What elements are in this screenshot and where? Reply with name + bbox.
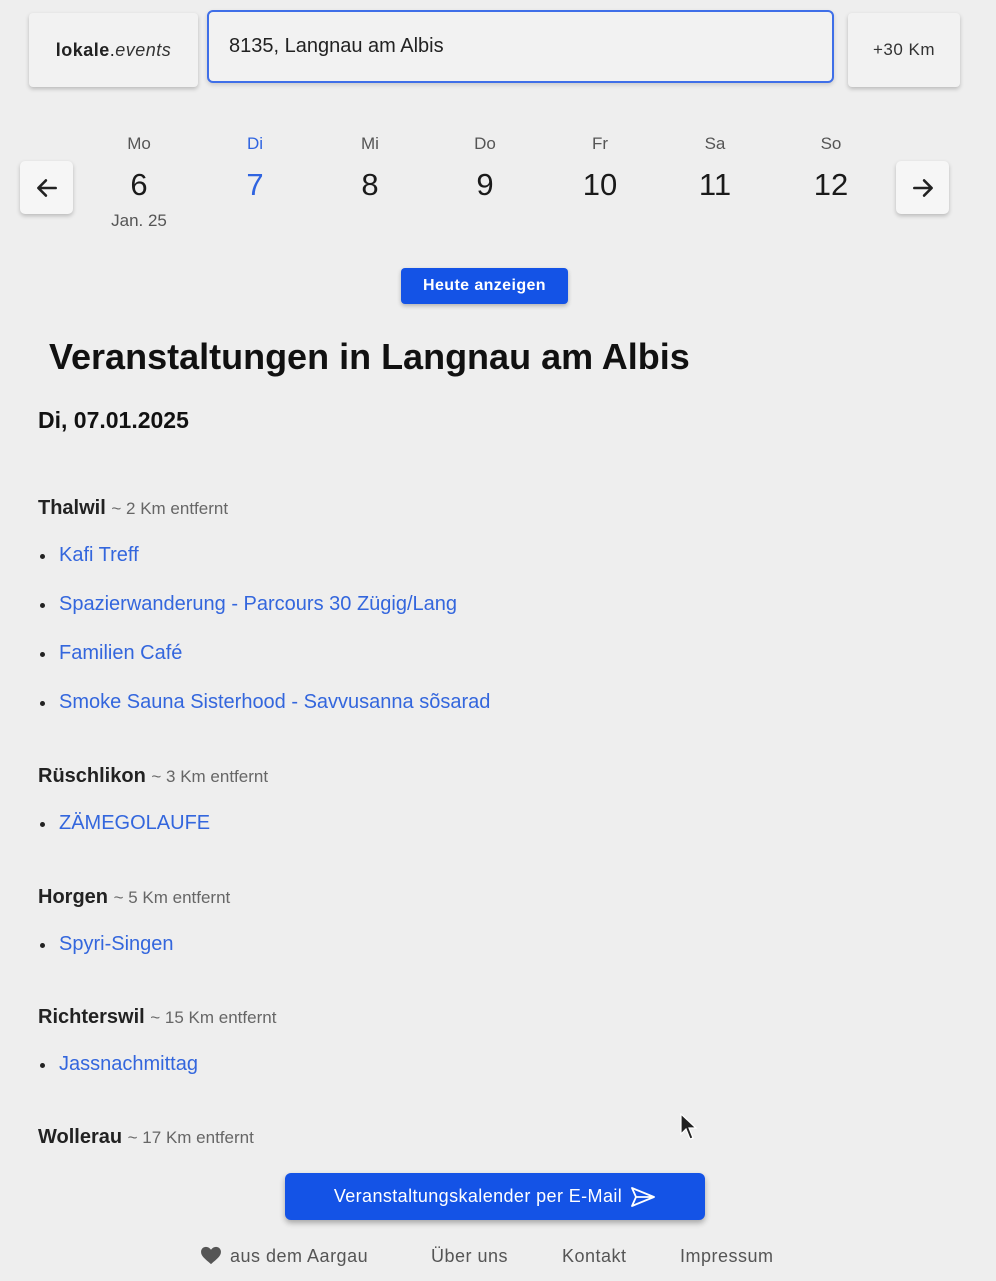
footer-link-about[interactable]: Über uns (431, 1246, 509, 1266)
date-heading: Di, 07.01.2025 (38, 407, 189, 433)
logo-brand: lokale (55, 39, 110, 60)
location-name: Horgen (38, 886, 108, 908)
month-label: Jan. 25 (111, 211, 167, 230)
day-tuesday[interactable] (215, 134, 295, 203)
location-heading (38, 765, 268, 788)
location-search-input[interactable] (229, 35, 812, 58)
footer-link-imprint[interactable]: Impressum (680, 1246, 774, 1266)
mouse-cursor-icon (680, 1113, 698, 1141)
event-link[interactable]: Familien Café (38, 641, 490, 690)
arrow-left-icon (34, 175, 60, 201)
day-number: 11 (698, 167, 732, 202)
logo-dot: . (109, 39, 116, 60)
footer-link-aargau-label: aus dem Aargau (230, 1246, 369, 1266)
location-search[interactable] (207, 10, 834, 83)
email-calendar-button[interactable] (285, 1173, 705, 1220)
page-title: Veranstaltungen in Langnau am Albis (49, 336, 690, 377)
location-distance: ~ 5 Km entfernt (113, 888, 231, 907)
location-name: Thalwil (38, 497, 106, 519)
next-week-button[interactable] (896, 161, 949, 214)
day-number: 6 (130, 167, 148, 202)
location-group-horgen (38, 886, 230, 981)
day-number: 7 (246, 167, 264, 202)
location-group-richterswil (38, 1006, 276, 1101)
logo-extension: events (115, 39, 172, 60)
site-logo[interactable] (29, 13, 198, 87)
location-heading (38, 497, 490, 520)
day-name: Mi (361, 134, 379, 153)
day-friday[interactable] (560, 134, 640, 203)
location-name: Rüschlikon (38, 765, 146, 787)
location-heading (38, 1126, 254, 1149)
location-heading (38, 886, 230, 909)
location-name: Richterswil (38, 1006, 145, 1028)
location-name: Wollerau (38, 1126, 123, 1148)
event-list (38, 1052, 276, 1101)
event-link[interactable]: Jassnachmittag (38, 1052, 276, 1101)
location-distance: ~ 17 Km entfernt (127, 1128, 254, 1147)
day-name: Sa (704, 134, 726, 153)
location-heading (38, 1006, 276, 1029)
footer-link-aargau[interactable] (200, 1246, 368, 1267)
day-number: 10 (582, 167, 618, 202)
day-number: 12 (813, 167, 849, 202)
day-thursday[interactable] (445, 134, 525, 203)
event-link[interactable]: Spazierwanderung - Parcours 30 Zügig/Lang (38, 592, 490, 641)
event-list (38, 543, 490, 739)
day-sunday[interactable] (791, 134, 871, 203)
event-link[interactable]: ZÄMEGOLAUFE (38, 811, 268, 860)
event-link[interactable]: Spyri-Singen (38, 932, 230, 981)
previous-week-button[interactable] (20, 161, 73, 214)
location-group-thalwil (38, 497, 490, 739)
day-saturday[interactable] (675, 134, 755, 203)
day-number: 8 (361, 167, 379, 202)
day-wednesday[interactable] (330, 134, 410, 203)
day-name: Mo (127, 134, 151, 153)
day-name: Di (246, 134, 264, 153)
day-name: Fr (591, 134, 609, 153)
day-name: So (820, 134, 842, 153)
event-list (38, 811, 268, 860)
event-link[interactable]: Kafi Treff (38, 543, 490, 592)
location-distance: ~ 15 Km entfernt (150, 1008, 277, 1027)
day-name: Do (474, 134, 496, 153)
location-distance: ~ 3 Km entfernt (151, 767, 269, 786)
send-icon (630, 1186, 656, 1208)
email-calendar-label: Veranstaltungskalender per E-Mail (333, 1186, 623, 1206)
location-group-rueschlikon (38, 765, 268, 860)
location-group-wollerau (38, 1126, 254, 1149)
day-monday[interactable] (99, 134, 179, 231)
day-number: 9 (476, 167, 494, 202)
heart-icon (200, 1246, 222, 1265)
footer-link-contact[interactable]: Kontakt (562, 1246, 627, 1266)
show-today-button[interactable]: Heute anzeigen (401, 268, 568, 304)
radius-button[interactable]: +30 Km (848, 13, 960, 87)
event-list (38, 932, 230, 981)
location-distance: ~ 2 Km entfernt (111, 499, 229, 518)
event-link[interactable]: Smoke Sauna Sisterhood - Savvusanna sõsarad (38, 690, 490, 739)
arrow-right-icon (910, 175, 936, 201)
